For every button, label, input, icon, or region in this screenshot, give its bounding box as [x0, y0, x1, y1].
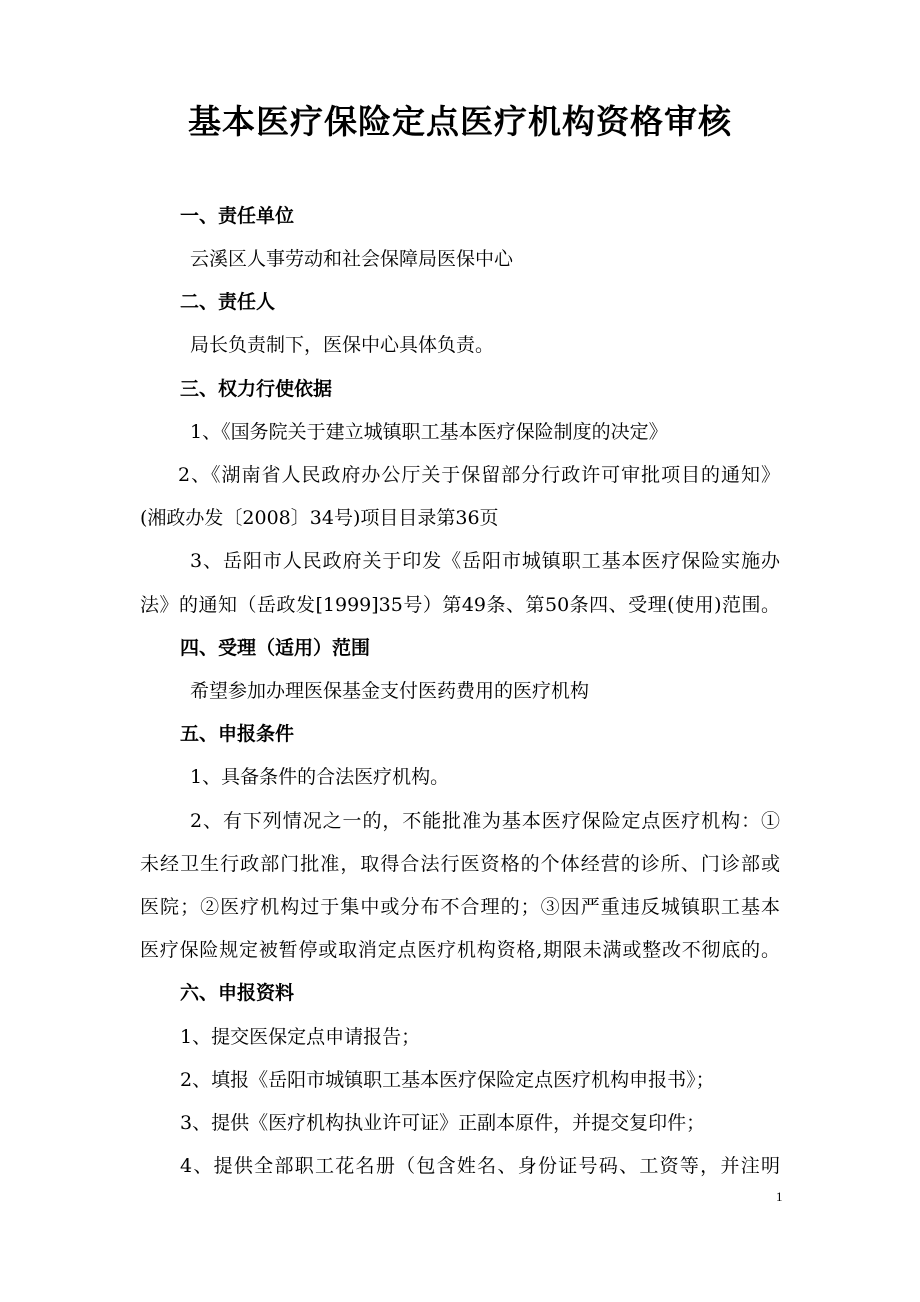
legal-basis-item-2-line-1: 2、《湖南省人民政府办公厅关于保留部分行政许可审批项目的通知》 — [178, 464, 780, 486]
section-heading-legal-basis: 三、权力行使依据 — [180, 378, 333, 400]
condition-item-2-line-2: 未经卫生行政部门批准，取得合法行医资格的个体经营的诊所、门诊部或 — [140, 853, 780, 875]
section-heading-responsible-unit: 一、责任单位 — [180, 205, 295, 227]
legal-basis-item-1: 1、《国务院关于建立城镇职工基本医疗保险制度的决定》 — [190, 421, 668, 443]
materials-item-3: 3、提供《医疗机构执业许可证》正副本原件，并提交复印件； — [180, 1112, 706, 1134]
page-number: 1 — [776, 1189, 783, 1204]
section-heading-scope: 四、受理（适用）范围 — [180, 637, 371, 659]
section-heading-conditions: 五、申报条件 — [180, 723, 295, 745]
condition-item-2-line-1: 2、有下列情况之一的，不能批准为基本医疗保险定点医疗机构：① — [190, 810, 780, 832]
responsible-unit-text: 云溪区人事劳动和社会保障局医保中心 — [190, 248, 514, 270]
materials-item-2: 2、填报《岳阳市城镇职工基本医疗保险定点医疗机构申报书》； — [180, 1069, 715, 1091]
condition-item-2-line-4: 医疗保险规定被暂停或取消定点医疗机构资格,期限未满或整改不彻底的。 — [140, 939, 780, 961]
responsible-person-text: 局长负责制下，医保中心具体负责。 — [190, 334, 495, 356]
materials-item-4-line-1: 4、提供全部职工花名册（包含姓名、身份证号码、工资等，并注明 — [180, 1155, 780, 1177]
condition-item-2-line-3: 医院；②医疗机构过于集中或分布不合理的；③因严重违反城镇职工基本 — [140, 896, 780, 918]
legal-basis-item-2-line-2: (湘政办发〔2008〕34号)项目目录第36页 — [140, 507, 499, 529]
legal-basis-item-3-line-1: 3、岳阳市人民政府关于印发《岳阳市城镇职工基本医疗保险实施办 — [190, 550, 780, 572]
section-heading-materials: 六、申报资料 — [180, 982, 295, 1004]
section-heading-responsible-person: 二、责任人 — [180, 291, 276, 313]
legal-basis-item-3-line-2: 法》的通知（岳政发[1999]35号）第49条、第50条四、受理(使用)范围。 — [140, 594, 780, 616]
document-title: 基本医疗保险定点医疗机构资格审核 — [188, 102, 732, 141]
scope-text: 希望参加办理医保基金支付医药费用的医疗机构 — [190, 680, 590, 702]
condition-item-1: 1、具备条件的合法医疗机构。 — [190, 766, 450, 788]
materials-item-1: 1、提交医保定点申请报告； — [180, 1026, 421, 1048]
